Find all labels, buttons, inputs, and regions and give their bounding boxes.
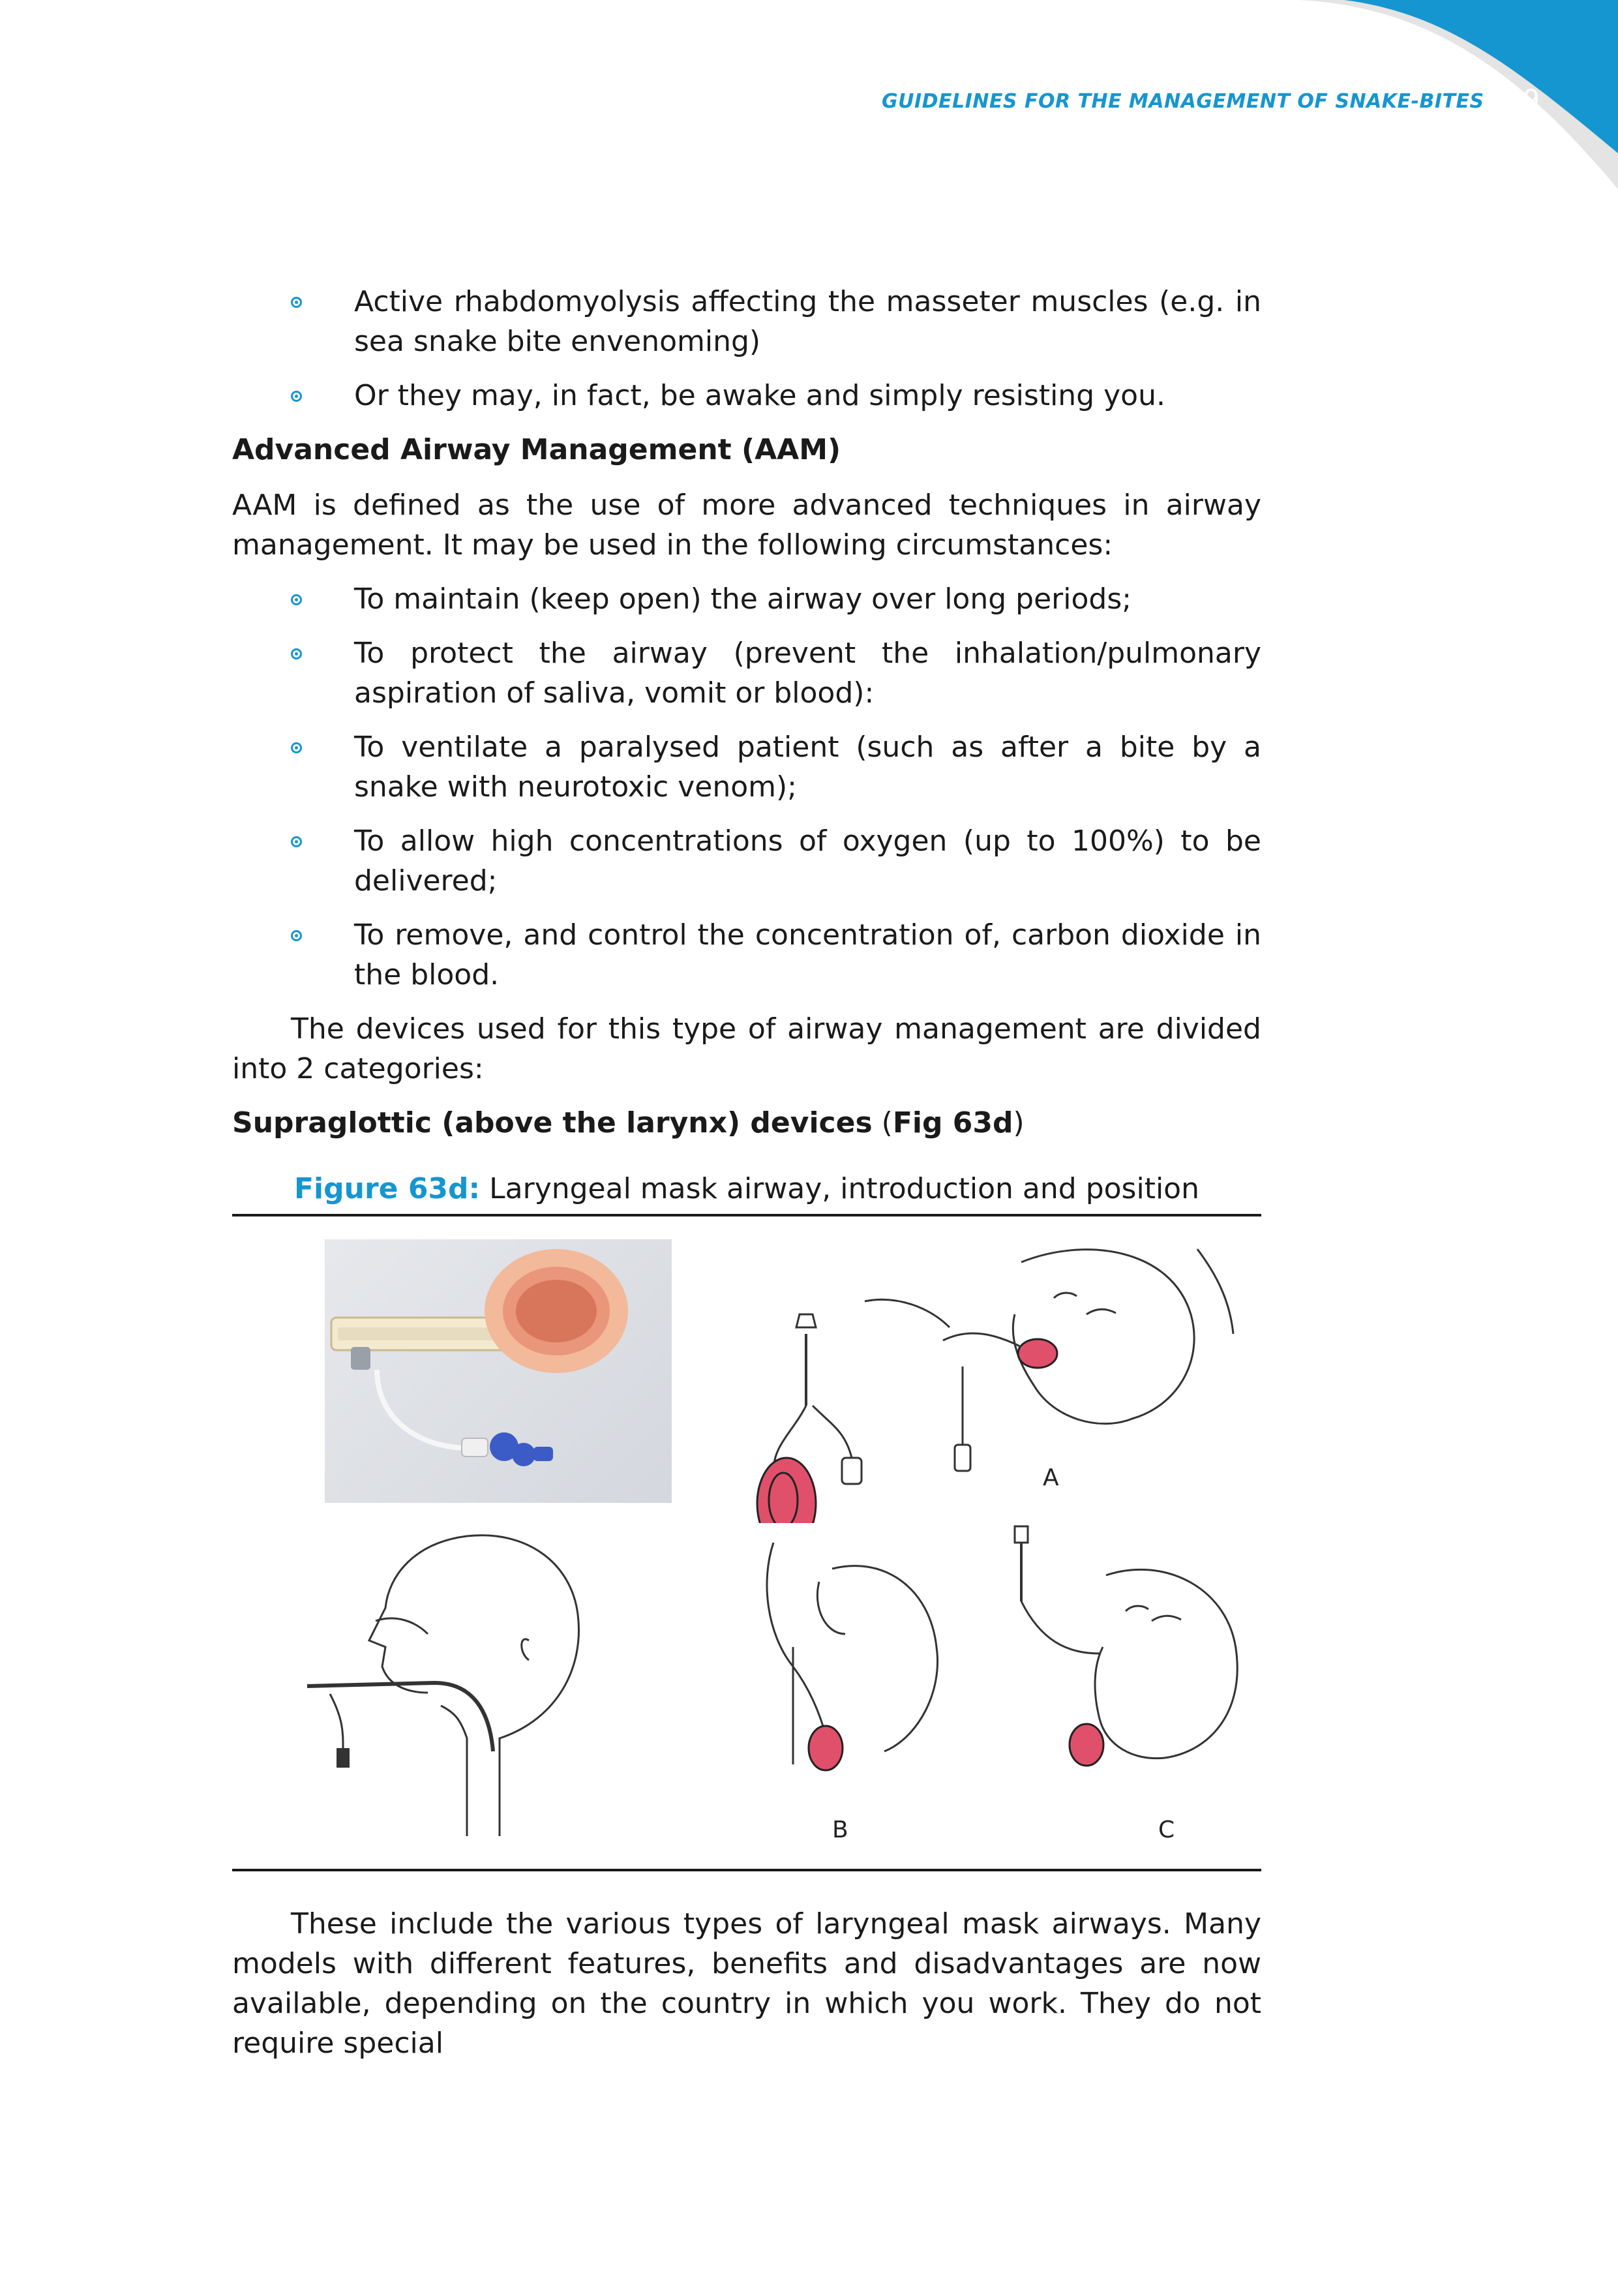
laryngeal-mask-photo: [325, 1239, 672, 1503]
aam-bullet-list: [232, 579, 1261, 995]
section-heading-aam: Advanced Airway Management (AAM): [232, 433, 841, 466]
bullet-icon: [291, 391, 302, 402]
aam-intro-paragraph: AAM is defined as the use of more advanced techniques in airway management. It may be used in the following circumstances:: [232, 489, 1261, 562]
bullet-icon: [291, 930, 302, 941]
running-head: GUIDELINES FOR THE MANAGEMENT OF SNAKE-BITES: [882, 90, 1484, 113]
list-item: To remove, and control the concentration of, carbon dioxide in the blood.: [232, 915, 1261, 995]
sagittal-head-drawing: [304, 1523, 610, 1849]
list-item: Active rhabdomyolysis affecting the masseter muscles (e.g. in sea snake bite envenoming): [232, 282, 1261, 361]
panel-label-c: C: [1158, 1817, 1175, 1843]
closing-paragraph: These include the various types of laryngeal mask airways. Many models with different features, benefits and disadvantages are now available, depending on the country in which you work. They do not require special: [232, 1907, 1261, 2060]
list-item: Or they may, in fact, be awake and simply resisting you.: [232, 376, 1261, 415]
page-number: 99: [1506, 85, 1540, 115]
bullet-icon: [291, 594, 302, 605]
figure-reference: Fig 63d: [892, 1106, 1013, 1140]
devices-paragraph: The devices used for this type of airway management are divided into 2 categories:: [232, 1012, 1261, 1085]
list-item: To protect the airway (prevent the inhalation/pulmonary aspiration of saliva, vomit or blood):: [232, 633, 1261, 713]
list-item: To ventilate a paralysed patient (such as after a bite by a snake with neurotoxic venom);: [232, 727, 1261, 807]
intro-bullet-list: [232, 282, 1261, 415]
figure-label: Figure 63d:: [294, 1172, 481, 1205]
bullet-icon: [291, 297, 302, 308]
panel-label-b: B: [832, 1817, 848, 1843]
bullet-icon: [291, 648, 302, 659]
panel-b-drawing: [754, 1530, 950, 1804]
bullet-icon: [291, 742, 302, 753]
panel-c-drawing: [1002, 1523, 1256, 1797]
list-item: To maintain (keep open) the airway over long periods;: [232, 579, 1261, 619]
section-heading-supraglottic: Supraglottic (above the larynx) devices (Fig 63d): [232, 1106, 1025, 1140]
page-content: [232, 282, 1261, 2077]
figure-bottom-rule: [232, 1869, 1261, 1871]
bullet-icon: [291, 836, 302, 847]
figure-caption: Figure 63d: Laryngeal mask airway, introduction and position: [294, 1172, 1199, 1205]
list-item: To allow high concentrations of oxygen (up to 100%) to be delivered;: [232, 821, 1261, 901]
panel-a-drawing: [747, 1236, 1256, 1523]
panel-label-a: A: [1043, 1464, 1059, 1491]
figure-63d: [232, 1216, 1261, 1869]
